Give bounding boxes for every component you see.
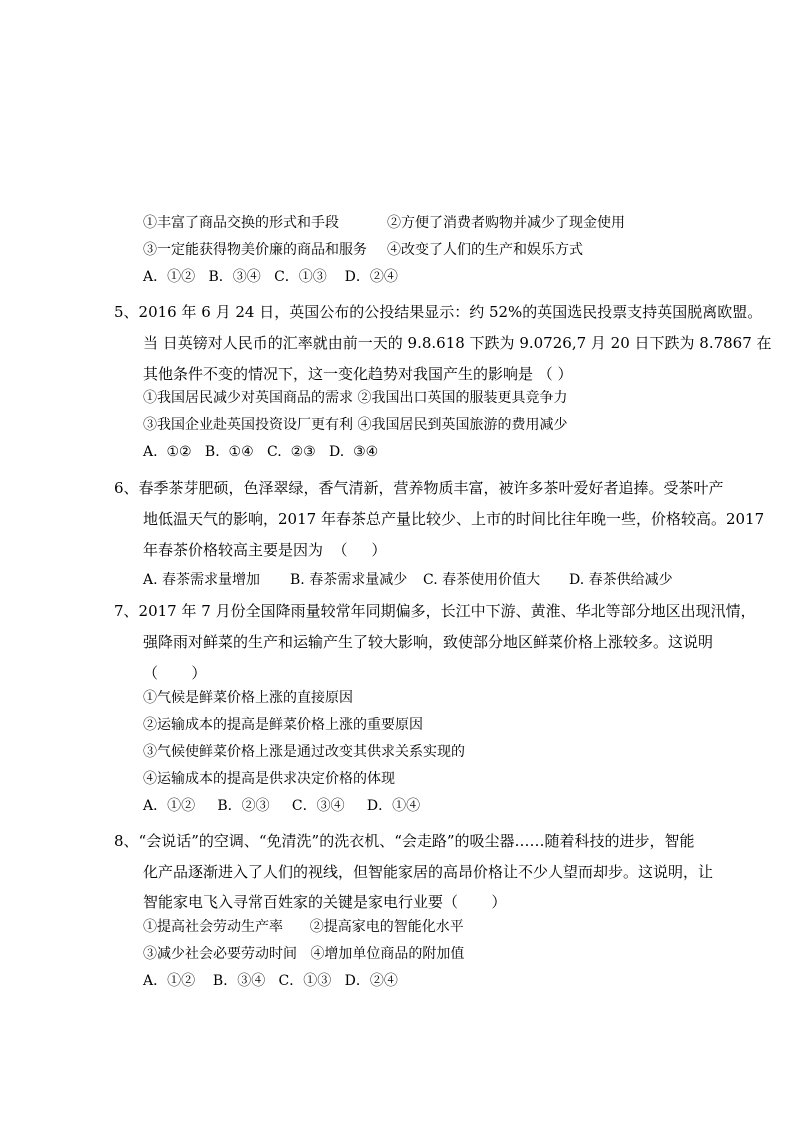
q5-answers: A. ①② B. ①④ C. ②③ D. ③④: [143, 444, 379, 460]
q7-answer-choices: [143, 797, 420, 815]
q6-stem-3: 年春茶价格较高主要是因为 （ ）: [143, 541, 387, 559]
q5-stem-2: 当 日英镑对人民币的汇率就由前一天的 9.8.618 下跌为 9.0726,7 月 20 日下跌为 8.7867 在: [143, 334, 772, 352]
q8-options-3-4: ③减少社会必要劳动时间 ④增加单位商品的附加值: [143, 946, 465, 962]
q4-option-2: ②方便了消费者购物并减少了现金使用: [387, 215, 625, 231]
q8-stem-3: 智能家电飞入寻常百姓家的关键是家电行业要（ ）: [143, 893, 507, 911]
q4-option-3: ③一定能获得物美价廉的商品和服务: [143, 242, 367, 258]
q5-answer-choices: [143, 443, 378, 461]
q5-options-1-2: ①我国居民减少对英国商品的需求 ②我国出口英国的服装更具竞争力: [143, 390, 568, 406]
q6-stem-1: 6、春季茶芽肥硕，色泽翠绿，香气清新，营养物质丰富，被许多茶叶爱好者追捧。受茶叶产: [114, 479, 724, 497]
q6-choice-a-wrap: [143, 571, 260, 589]
q4-option-row-2-right: [387, 241, 583, 259]
q7-option-line-3: [143, 743, 465, 761]
q6-choice-d-wrap: [569, 571, 673, 589]
q5-stem-1: 5、2016 年 6 月 24 日，英国公布的公投结果显示：约 52%的英国选民投票支持英国脱离欧盟。: [114, 303, 763, 321]
q7-stem-line-2: [143, 632, 713, 652]
q7-stem-line-3: [143, 663, 206, 683]
q4-option-row-1: [143, 214, 339, 232]
q7-stem-1: 7、2017 年 7 月份全国降雨量较常年同期偏多，长江中下游、黄淮、华北等部分地区出现汛情，: [114, 602, 756, 620]
q7-stem-line-1: [114, 601, 756, 621]
q7-option-1: ①气候是鲜菜价格上涨的直接原因: [143, 690, 353, 706]
q7-option-3: ③气候使鲜菜价格上涨是通过改变其供求关系实现的: [143, 744, 465, 760]
q6-choice-a: A. 春茶需求量增加: [143, 572, 261, 588]
q5-option-line-1: [143, 389, 567, 407]
q6-choice-d: D. 春茶供给减少: [569, 572, 673, 588]
q7-stem-3: （ ）: [143, 664, 207, 682]
q5-stem-line-2: [143, 333, 772, 353]
q5-options-3-4: ③我国企业赴英国投资设厂更有利 ④我国居民到英国旅游的费用减少: [143, 417, 568, 433]
q6-stem-line-1: [114, 478, 724, 498]
q8-answers: A．①② B．③④ C．①③ D．②④: [143, 973, 398, 989]
q7-stem-2: 强降雨对鲜菜的生产和运输产生了较大影响，致使部分地区鲜菜价格上涨较多。这说明: [143, 633, 714, 651]
q4-option-1: ①丰富了商品交换的形式和手段: [143, 215, 339, 231]
q8-stem-1: 8、“会说话”的空调、“免清洗”的洗衣机、“会走路”的吸尘器……随着科技的进步，智能: [114, 832, 695, 850]
q4-option-4: ④改变了人们的生产和娱乐方式: [387, 242, 583, 258]
q8-stem-line-2: [143, 862, 713, 882]
q7-option-line-1: [143, 689, 353, 707]
q6-stem-line-3: [143, 540, 386, 560]
q6-choice-b: B. 春茶需求量减少: [290, 572, 408, 588]
q8-option-line-1: [143, 918, 464, 936]
q6-choice-c: C. 春茶使用价值大: [423, 572, 541, 588]
q8-stem-2: 化产品逐渐进入了人们的视线，但智能家居的高昂价格让不少人望而却步。这说明，让: [143, 863, 714, 881]
q8-options-1-2: ①提高社会劳动生产率 ②提高家电的智能化水平: [143, 919, 464, 935]
q7-option-2: ②运输成本的提高是鲜菜价格上涨的重要原因: [143, 717, 423, 733]
q4-option-row-2: [143, 241, 367, 259]
q7-option-line-4: [143, 770, 395, 788]
q7-option-line-2: [143, 716, 423, 734]
q5-stem-line-1: [114, 302, 762, 322]
q6-stem-2: 地低温天气的影响，2017 年春茶总产量比较少、上市的时间比往年晚一些，价格较高。2017: [143, 510, 765, 528]
q6-choice-c-wrap: [423, 571, 540, 589]
q7-option-4: ④运输成本的提高是供求决定价格的体现: [143, 771, 395, 787]
q5-option-line-2: [143, 416, 567, 434]
q5-stem-3: 其他条件不变的情况下，这一变化趋势对我国产生的影响是 （ ）: [143, 365, 573, 383]
q6-choice-b-wrap: [290, 571, 407, 589]
q6-stem-line-2: [143, 509, 764, 529]
q7-answers: A．①② B．②③ C．③④ D．①④: [143, 798, 421, 814]
q8-answer-choices: [143, 972, 398, 990]
q8-stem-line-3: [143, 892, 506, 912]
q8-stem-line-1: [114, 831, 695, 851]
q4-answer-choices: [143, 268, 398, 286]
q4-answers: A．①② B．③④ C．①③ D．②④: [143, 269, 398, 285]
q4-option-row-1-right: [387, 214, 625, 232]
q5-stem-line-3: [143, 364, 573, 384]
q8-option-line-2: [143, 945, 464, 963]
